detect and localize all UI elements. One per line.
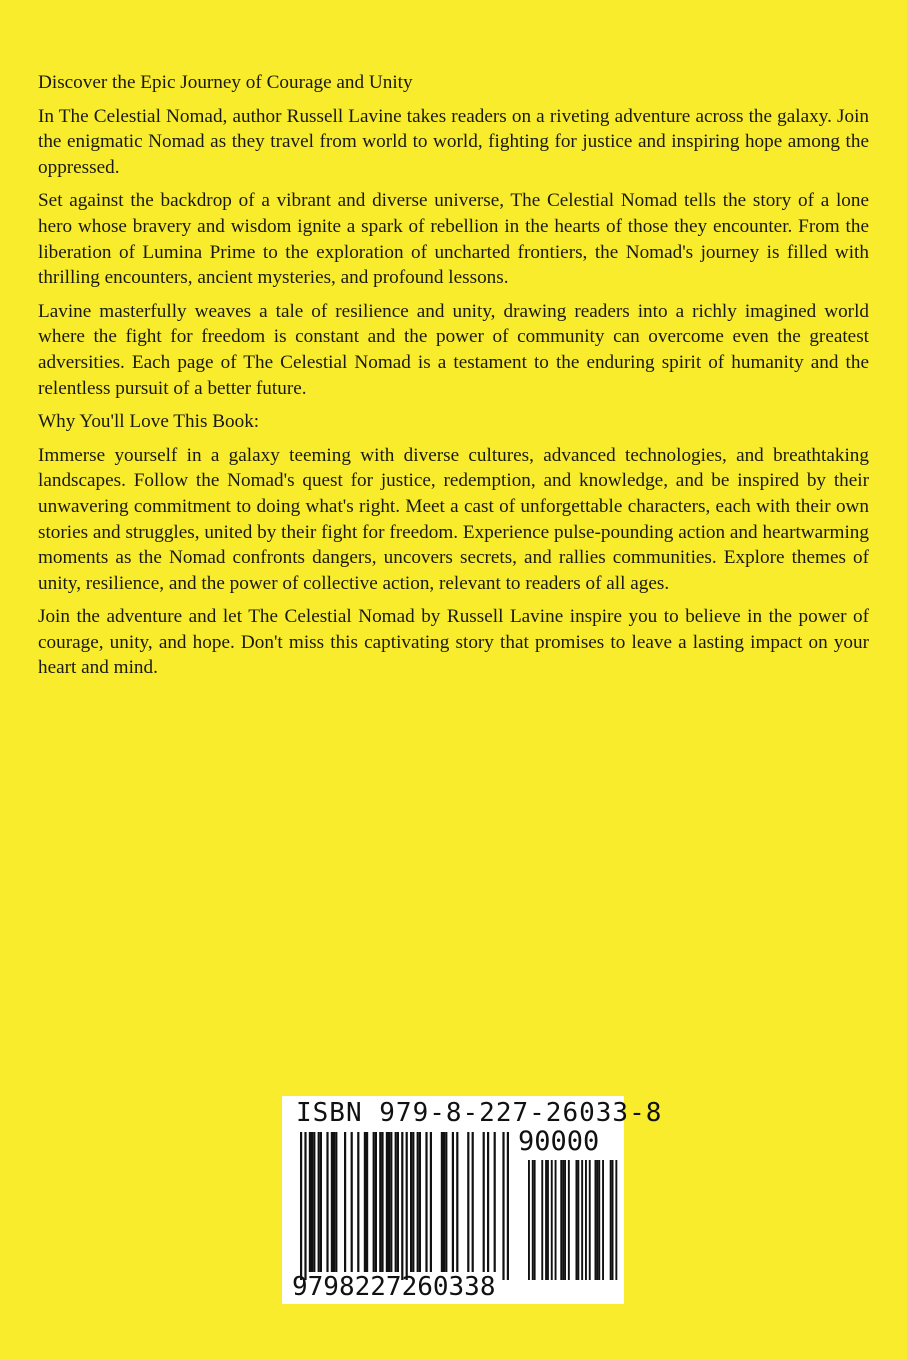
barcode-bar xyxy=(456,1132,458,1272)
description-paragraph: Set against the backdrop of a vibrant and diverse universe, The Celestial Nomad tells the story of a lone hero whose bravery and wisdom ignite a spark of rebellion in the hearts of those they encounter. From the liberation of Lumina Prime to the exploration of uncharted frontiers, the Nomad's journey is filled with thrilling encounters, ancient mysteries, and profound lessons. xyxy=(38,190,869,289)
barcode-bar xyxy=(300,1132,302,1280)
barcode-bar xyxy=(344,1132,346,1272)
addon-barcode-bar xyxy=(595,1160,597,1280)
barcode-bar xyxy=(375,1132,377,1272)
barcode-bar xyxy=(335,1132,337,1272)
section-heading: Why You'll Love This Book: xyxy=(38,411,260,433)
barcode-bar xyxy=(390,1132,392,1272)
barcode-bar xyxy=(320,1132,322,1272)
addon-barcode-bar xyxy=(547,1160,549,1280)
isbn-barcode xyxy=(282,1096,663,1304)
barcode-bar xyxy=(419,1132,421,1272)
addon-barcode-bar xyxy=(585,1160,587,1280)
barcode-bar xyxy=(441,1132,443,1272)
addon-barcode-bar xyxy=(541,1160,543,1280)
addon-barcode-bar xyxy=(615,1160,617,1280)
addon-barcode-bar xyxy=(602,1160,604,1280)
barcode-bar xyxy=(331,1132,333,1272)
barcode-bar xyxy=(373,1132,375,1272)
addon-barcode-bar xyxy=(528,1160,530,1280)
barcode-bar xyxy=(401,1132,403,1280)
barcode-bar xyxy=(502,1132,504,1280)
barcode-bar xyxy=(381,1132,383,1272)
barcode-bar xyxy=(351,1132,353,1272)
barcode-bar xyxy=(494,1132,496,1272)
barcode-bar xyxy=(304,1132,306,1280)
ean-digits: 9798227260338 xyxy=(292,1272,496,1302)
price-code: 90000 xyxy=(518,1126,600,1157)
addon-barcode-bar xyxy=(545,1160,547,1280)
barcode-bar xyxy=(467,1132,469,1272)
barcode-bar xyxy=(412,1132,414,1272)
addon-barcode-bar xyxy=(534,1160,536,1280)
addon-barcode-bar xyxy=(576,1160,578,1280)
barcode-bar xyxy=(406,1132,408,1280)
barcode-bar xyxy=(410,1132,412,1272)
barcode-bar xyxy=(445,1132,447,1272)
addon-barcode-bar xyxy=(589,1160,591,1280)
barcode-bar xyxy=(395,1132,397,1272)
barcode-bar xyxy=(483,1132,485,1272)
barcode-bar xyxy=(397,1132,399,1272)
barcode-bar xyxy=(311,1132,313,1272)
addon-barcode-bar xyxy=(598,1160,600,1280)
barcode-bar xyxy=(430,1132,432,1272)
addon-barcode-bar xyxy=(612,1160,614,1280)
addon-barcode-bar xyxy=(551,1160,553,1280)
barcode-bar xyxy=(388,1132,390,1272)
description-paragraph: Join the adventure and let The Celestial Nomad by Russell Lavine inspire you to believe in the power of courage, unity, and hope. Don't miss this captivating story that promises to leave a lasting impact on your heart and mind. xyxy=(38,606,869,679)
barcode-bar xyxy=(366,1132,368,1272)
description-paragraph: In The Celestial Nomad, author Russell Lavine takes readers on a riveting adventure across the galaxy. Join the enigmatic Nomad as they travel from world to world, fighting for justice and inspiring hope among the oppressed. xyxy=(38,105,869,178)
addon-barcode-bar xyxy=(610,1160,612,1280)
addon-barcode-bar xyxy=(532,1160,534,1280)
isbn-label: ISBN 979-8-227-26033-8 xyxy=(296,1098,663,1128)
barcode-bar xyxy=(364,1132,366,1272)
barcode-bar xyxy=(507,1132,509,1280)
addon-barcode-bar xyxy=(596,1160,598,1280)
description-paragraph: Immerse yourself in a galaxy teeming with diverse cultures, advanced technologies, and breathtaking landscapes. Follow the Nomad's quest for justice, redemption, and knowledge, and be inspired by their unwavering commitment to doing what's right. Meet a cast of unforgettable characters, each with their own stories and struggles, united by their fight for freedom. Experience pulse-pounding action and heartwarming moments as the Nomad confronts dangers, uncovers secrets, and rallies communities. Explore themes of unity, resilience, and the power of collective action, relevant to readers of all ages. xyxy=(38,444,869,594)
barcode-bar xyxy=(443,1132,445,1272)
addon-barcode-bar xyxy=(581,1160,583,1280)
addon-barcode-bar xyxy=(577,1160,579,1280)
barcode-bar xyxy=(326,1132,328,1272)
addon-barcode-bar xyxy=(562,1160,564,1280)
description-paragraph: Lavine masterfully weaves a tale of resilience and unity, drawing readers into a richly imagined world where the fight for freedom is constant and the power of community can overcome even the greatest adversities. Each page of The Celestial Nomad is a testament to the enduring spirit of humanity and the relentless pursuit of a better future. xyxy=(38,300,869,399)
addon-barcode-bar xyxy=(555,1160,557,1280)
barcode-bar xyxy=(309,1132,311,1272)
addon-barcode-bar xyxy=(560,1160,562,1280)
tagline: Discover the Epic Journey of Courage and Unity xyxy=(38,72,413,93)
barcode-bar xyxy=(487,1132,489,1272)
back-cover-description xyxy=(38,70,869,689)
barcode-bar xyxy=(386,1132,388,1272)
addon-barcode-bar xyxy=(568,1160,570,1280)
addon-barcode-bar xyxy=(564,1160,566,1280)
barcode-bar xyxy=(417,1132,419,1272)
barcode-bar xyxy=(379,1132,381,1272)
barcode-bar xyxy=(357,1132,359,1272)
barcode-bar xyxy=(472,1132,474,1272)
barcode-bar xyxy=(313,1132,315,1272)
barcode-bar xyxy=(452,1132,454,1272)
barcode-bar xyxy=(425,1132,427,1272)
barcode-bar xyxy=(318,1132,320,1272)
barcode-bar xyxy=(333,1132,335,1272)
